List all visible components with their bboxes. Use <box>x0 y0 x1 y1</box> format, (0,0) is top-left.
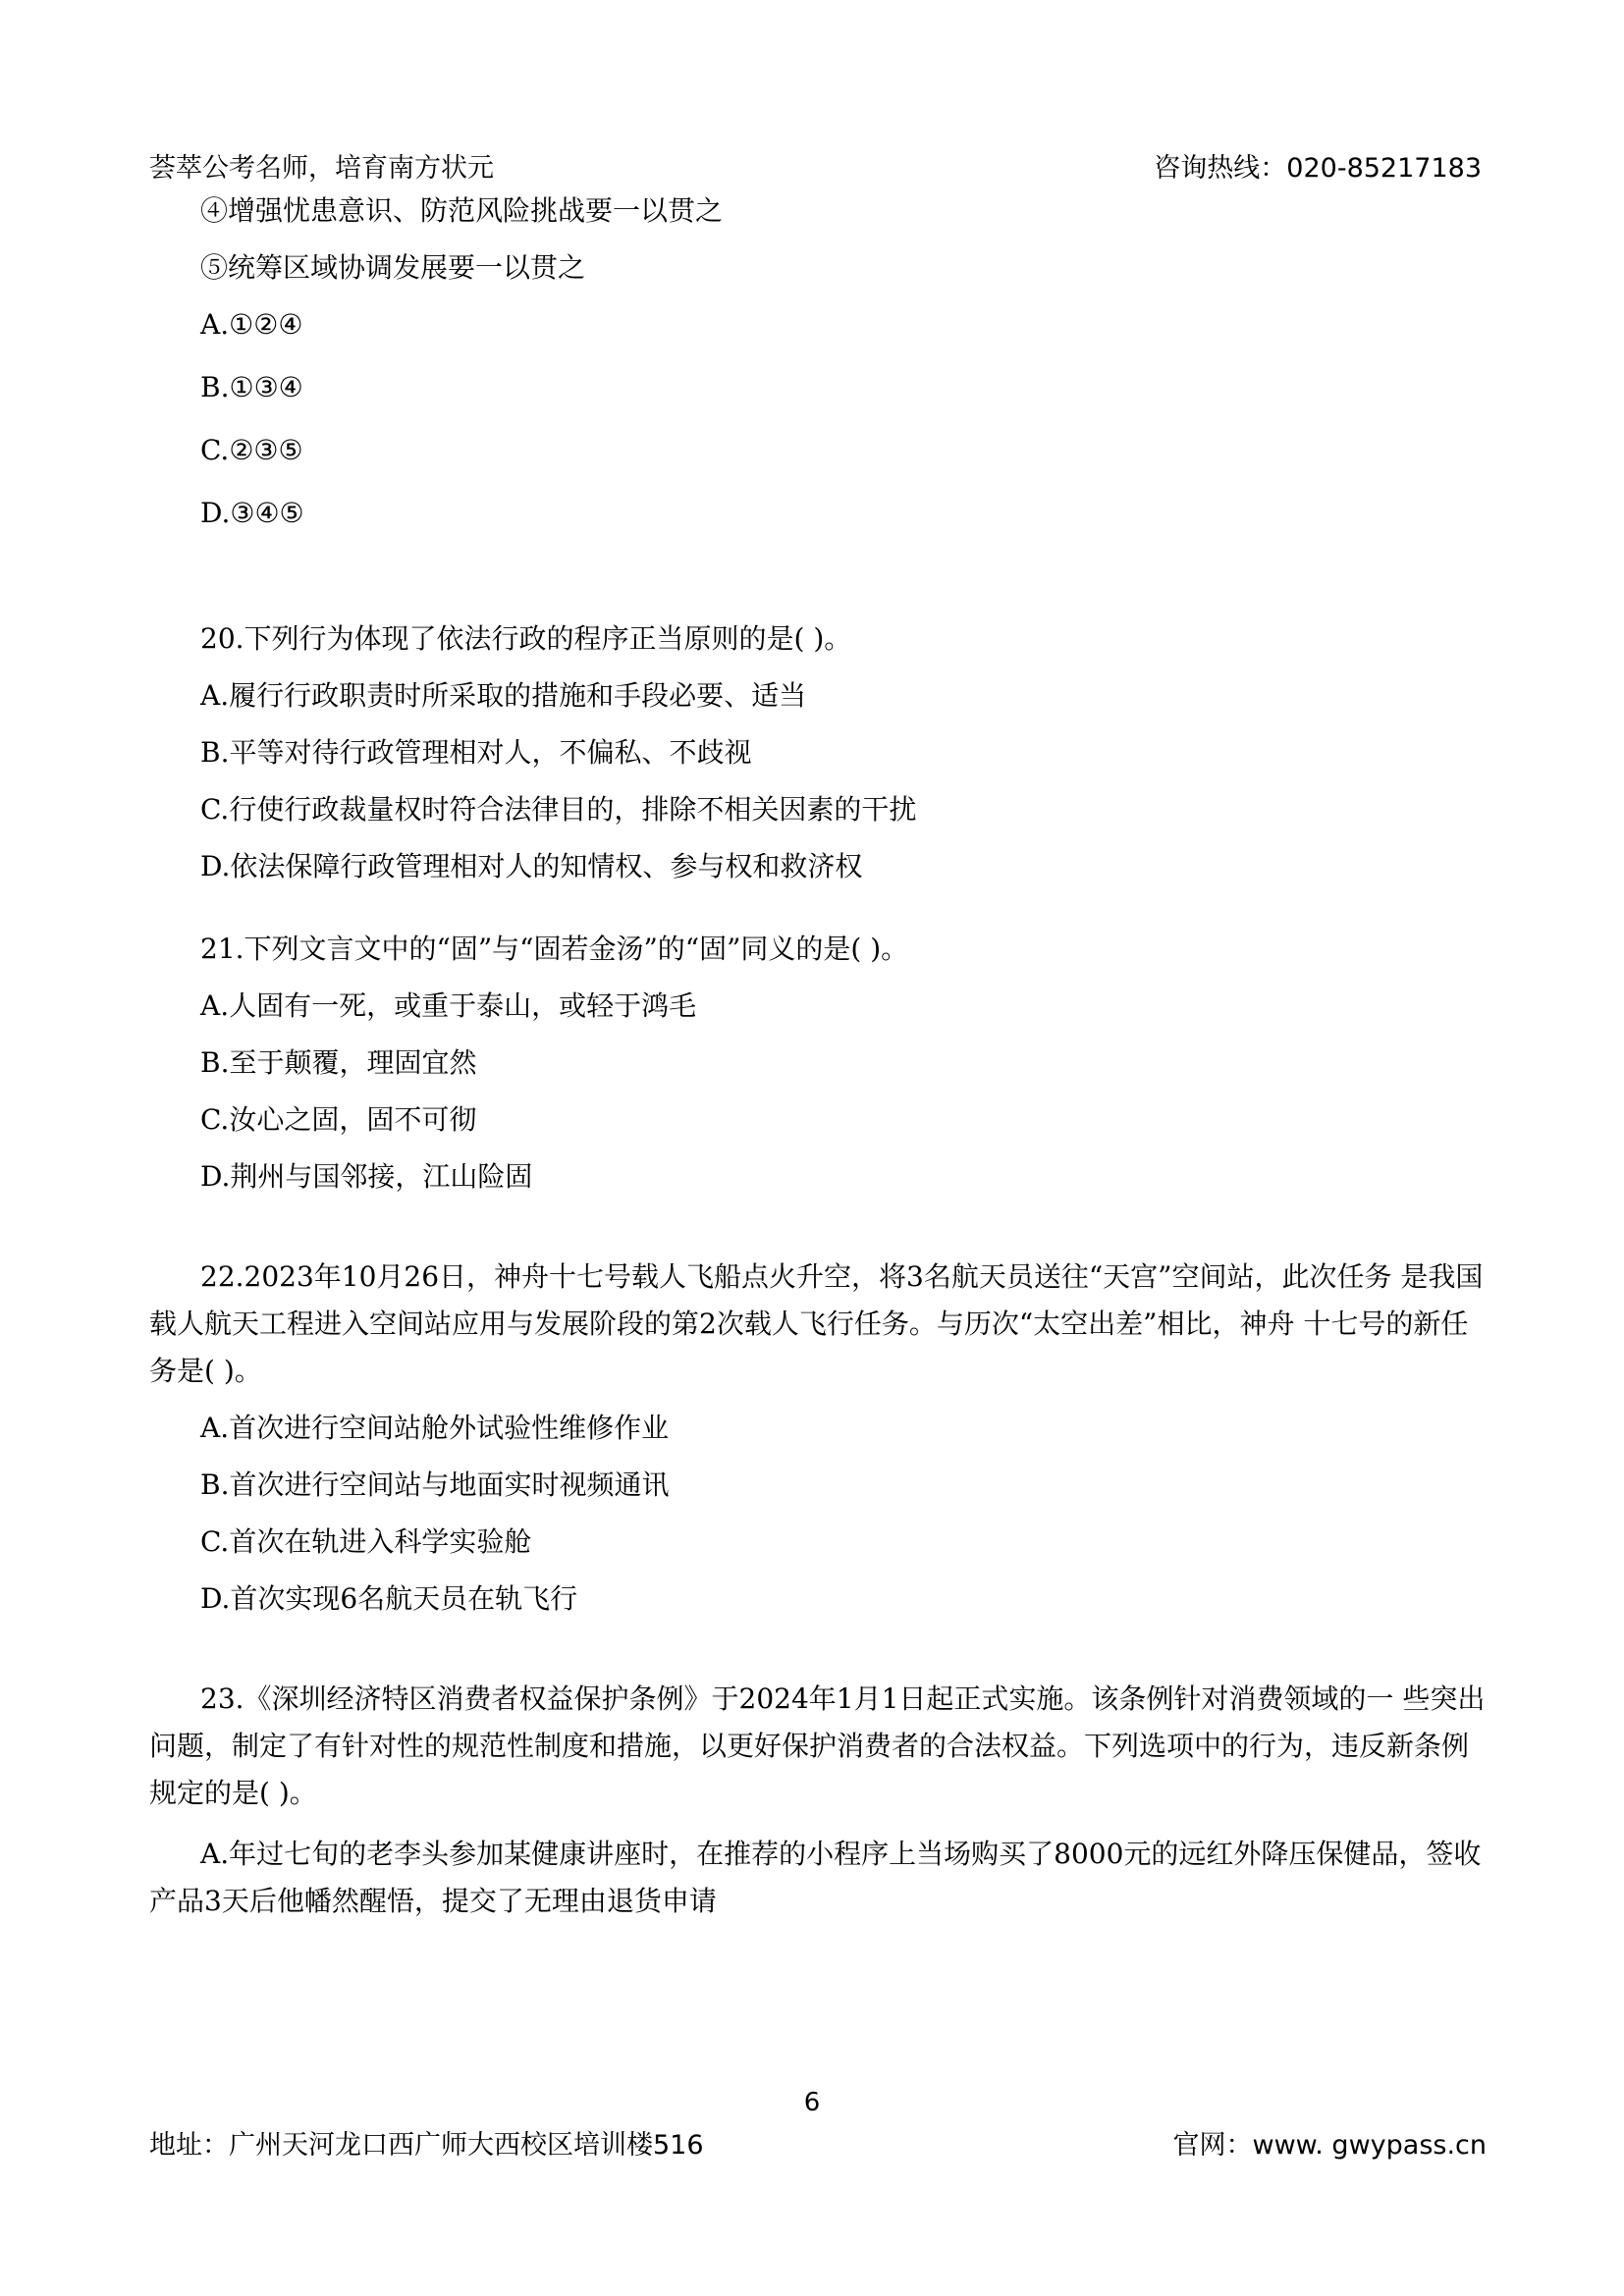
page-number: 6 <box>803 2088 821 2117</box>
option-b: B.首次进行空间站与地面实时视频通讯 <box>200 1468 670 1501</box>
option-a: A.履行行政职责时所采取的措施和手段必要、适当 <box>200 679 807 712</box>
page-content <box>149 191 1489 1964</box>
question-stem: 20.下列行为体现了依法行政的程序正当原则的是( )。 <box>200 622 852 655</box>
statement-5: ⑤统筹区域协调发展要一以贯之 <box>200 251 586 284</box>
option-c: C.汝心之固，固不可彻 <box>200 1103 477 1136</box>
header-slogan: 荟萃公考名师，培育南方状元 <box>149 153 494 184</box>
option-c: C.②③⑤ <box>200 434 303 466</box>
header-hotline: 咨询热线：020-85217183 <box>1154 153 1482 184</box>
footer-website: 官网：www. gwypass.cn <box>1172 2130 1487 2161</box>
option-d: D.③④⑤ <box>200 497 304 529</box>
option-a: A.人固有一死，或重于泰山，或轻于鸿毛 <box>200 989 697 1022</box>
option-b: B.平等对待行政管理相对人，不偏私、不歧视 <box>200 736 752 769</box>
question-23 <box>149 1676 1489 1925</box>
option-a: A.首次进行空间站舱外试验性维修作业 <box>200 1412 670 1444</box>
option-a: A.年过七旬的老李头参加某健康讲座时，在推荐的小程序上当场购买了8000元的远红外降压保健品，签收产品3天后他幡然醒悟，提交了无理由退货申请 <box>149 1838 1482 1917</box>
option-d: D.首次实现6名航天员在轨飞行 <box>200 1582 578 1615</box>
question-21 <box>200 926 1489 1197</box>
question-22 <box>149 1254 1489 1619</box>
footer-address: 地址：广州天河龙口西广师大西校区培训楼516 <box>149 2130 704 2161</box>
option-b: B.①③④ <box>200 371 303 403</box>
prev-question-continuation <box>200 191 1489 533</box>
question-stem: 22.2023年10月26日，神舟十七号载人飞船点火升空，将3名航天员送往“天宫”空间站，此次任务 是我国载人航天工程进入空间站应用与发展阶段的第2次载人飞行任务。与历次“太空出差”相比，神舟 十七号的新任务是( )。 <box>149 1260 1484 1387</box>
question-stem: 21.下列文言文中的“固”与“固若金汤”的“固”同义的是( )。 <box>200 933 909 965</box>
question-stem: 23.《深圳经济特区消费者权益保护条例》于2024年1月1日起正式实施。该条例针对消费领域的一 些突出问题，制定了有针对性的规范性制度和措施，以更好保护消费者的合法权益。下列选项中的行为，违反新条例规定的是( )。 <box>149 1682 1486 1809</box>
question-20 <box>200 615 1489 886</box>
option-b: B.至于颠覆，理固宜然 <box>200 1046 477 1079</box>
option-c: C.行使行政裁量权时符合法律目的，排除不相关因素的干扰 <box>200 793 917 826</box>
option-d: D.荆州与国邻接，江山险固 <box>200 1160 533 1193</box>
option-d: D.依法保障行政管理相对人的知情权、参与权和救济权 <box>200 850 863 882</box>
statement-4: ④增强忧患意识、防范风险挑战要一以贯之 <box>200 194 724 227</box>
option-c: C.首次在轨进入科学实验舱 <box>200 1525 532 1558</box>
option-a: A.①②④ <box>200 308 303 341</box>
